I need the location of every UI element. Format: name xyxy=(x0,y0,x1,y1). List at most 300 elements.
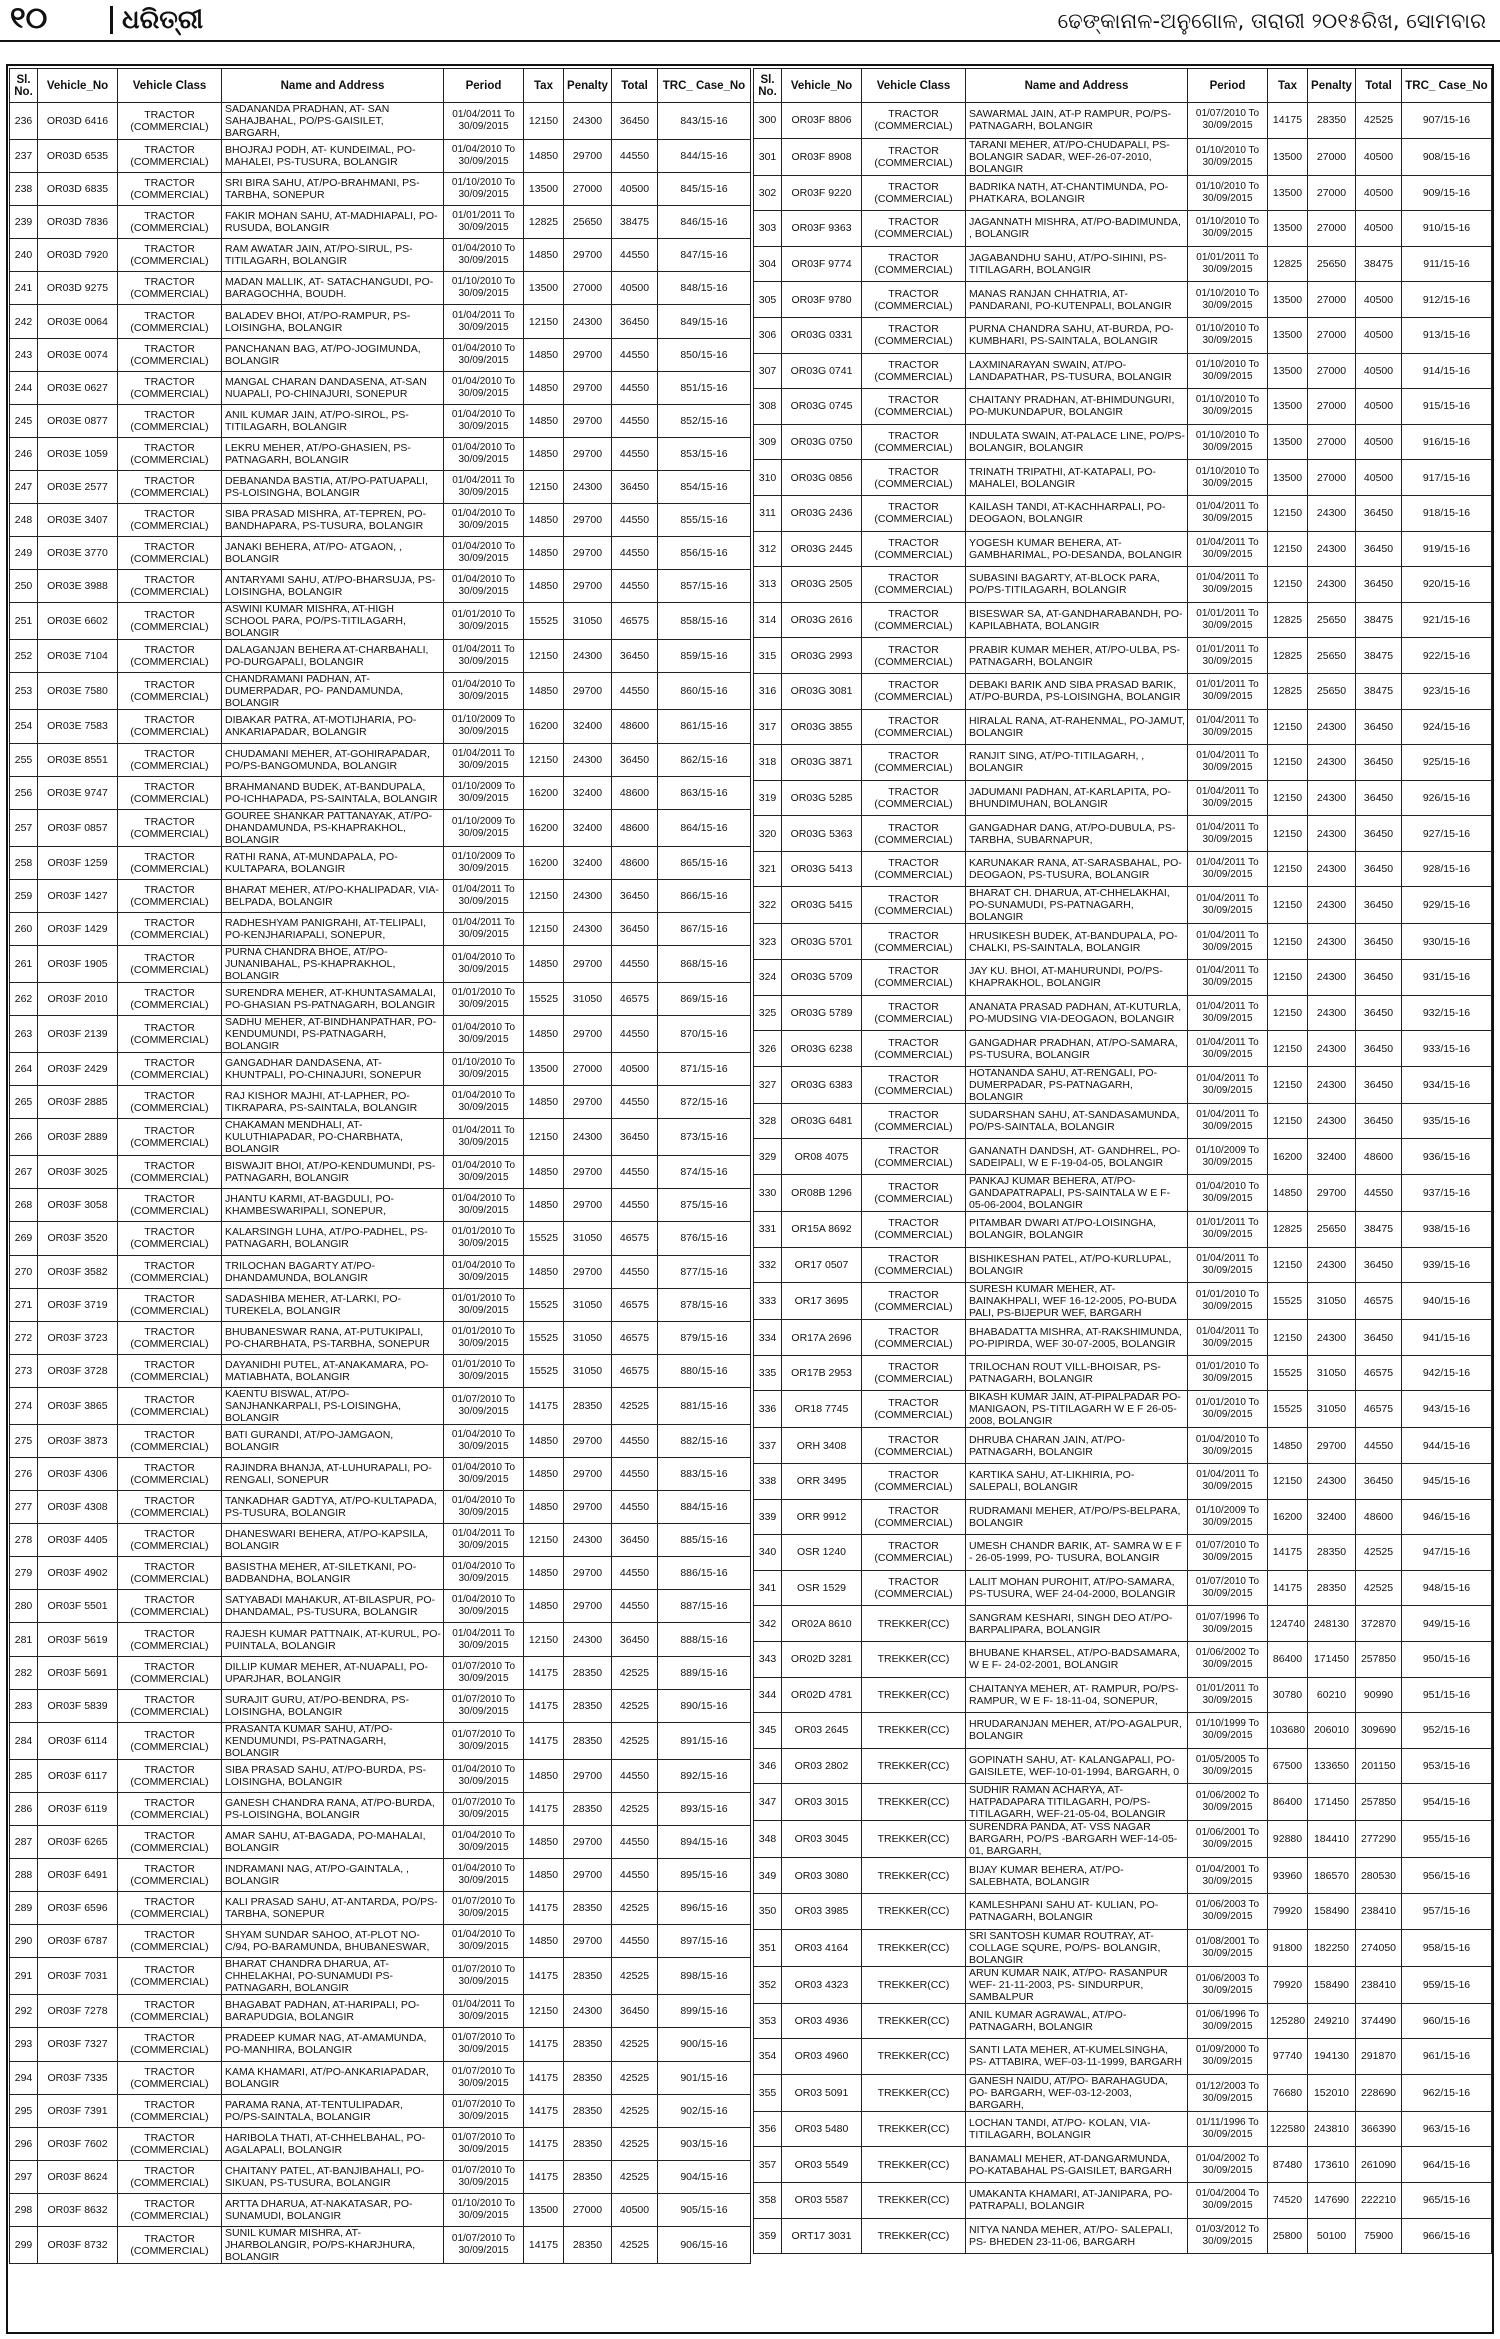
vehicle-no-cell: OR03G 2436 xyxy=(782,495,862,531)
period-cell: 01/10/2009 To 30/09/2015 xyxy=(444,809,524,846)
vehicle-class-cell: TRACTOR (COMMERCIAL) xyxy=(118,2028,222,2061)
trc-case-no-cell: 913/15-16 xyxy=(1402,317,1492,353)
sl-no-cell: 285 xyxy=(10,1759,38,1792)
tax-cell: 91800 xyxy=(1268,1929,1308,1966)
vehicle-class-cell: TRACTOR (COMMERCIAL) xyxy=(862,211,966,247)
penalty-cell: 186570 xyxy=(1308,1858,1356,1894)
sl-no-cell: 299 xyxy=(10,2226,38,2263)
tax-cell: 12150 xyxy=(1268,567,1308,603)
total-cell: 38475 xyxy=(612,206,658,239)
table-row xyxy=(10,1189,751,1222)
table-row xyxy=(754,960,1492,996)
total-cell: 46575 xyxy=(1356,1355,1402,1391)
tax-cell: 87480 xyxy=(1268,2147,1308,2183)
vehicle-no-cell: OR03F 6114 xyxy=(38,1722,118,1759)
period-cell: 01/06/2003 To 30/09/2015 xyxy=(1188,1893,1268,1929)
tax-cell: 15525 xyxy=(1268,1355,1308,1391)
tax-cell: 14850 xyxy=(524,504,564,537)
period-cell: 01/04/2010 To 30/09/2015 xyxy=(444,1424,524,1457)
tax-cell: 14175 xyxy=(1268,1535,1308,1571)
period-cell: 01/04/2011 To 30/09/2015 xyxy=(1188,924,1268,960)
vehicle-class-cell: TRACTOR (COMMERCIAL) xyxy=(118,1189,222,1222)
vehicle-class-cell: TRACTOR (COMMERCIAL) xyxy=(118,1859,222,1892)
period-cell: 01/04/2011 To 30/09/2015 xyxy=(444,640,524,673)
tax-cell: 16200 xyxy=(524,776,564,809)
table-row xyxy=(10,1590,751,1623)
sl-no-cell: 332 xyxy=(754,1247,782,1283)
vehicle-no-cell: OR03F 9220 xyxy=(782,175,862,211)
penalty-cell: 32400 xyxy=(1308,1139,1356,1175)
tax-cell: 12150 xyxy=(524,103,564,140)
name-address-cell: LEKRU MEHER, AT/PO-GHASIEN, PS-PATNAGARH, BOLANGIR xyxy=(222,437,444,470)
sl-no-cell: 321 xyxy=(754,851,782,887)
name-address-cell: TRILOCHAN BAGARTY AT/PO-DHANDAMUNDA, BOLANGIR xyxy=(222,1255,444,1288)
dateline: ଢେଙ୍କାନାଳ-ଅନୁଗୋଳ, ତାରାରୀ ୨୦୧୫ରିଖ, ସୋମବାର xyxy=(1057,9,1486,33)
period-cell: 01/04/2011 To 30/09/2015 xyxy=(444,1119,524,1156)
trc-case-no-cell: 855/15-16 xyxy=(658,504,751,537)
vehicle-class-cell: TREKKER(CC) xyxy=(862,1641,966,1677)
penalty-cell: 28350 xyxy=(1308,1570,1356,1606)
vehicle-no-cell: OR03F 5619 xyxy=(38,1623,118,1656)
table-row xyxy=(10,1825,751,1858)
name-address-cell: KAMA KHAMARI, AT/PO-ANKARIAPADAR, BOLANGIR xyxy=(222,2061,444,2094)
trc-case-no-cell: 846/15-16 xyxy=(658,206,751,239)
total-cell: 257850 xyxy=(1356,1641,1402,1677)
penalty-cell: 24300 xyxy=(1308,780,1356,816)
table-row xyxy=(754,1428,1492,1464)
table-row xyxy=(10,603,751,640)
name-address-cell: DILLIP KUMAR MEHER, AT-NUAPALI, PO-UPARJHAR, BOLANGIR xyxy=(222,1656,444,1689)
total-cell: 46575 xyxy=(612,1354,658,1387)
name-address-cell: KAILASH TANDI, AT-KACHHARPALI, PO-DEOGAON, BOLANGIR xyxy=(966,495,1188,531)
name-address-cell: HARIBOLA THATI, AT-CHHELBAHAL, PO-AGALAPALI, BOLANGIR xyxy=(222,2127,444,2160)
vehicle-no-cell: OR03G 5709 xyxy=(782,960,862,996)
vehicle-class-cell: TRACTOR (COMMERCIAL) xyxy=(118,206,222,239)
trc-case-no-cell: 889/15-16 xyxy=(658,1656,751,1689)
trc-case-no-cell: 890/15-16 xyxy=(658,1689,751,1722)
name-address-cell: RAJ KISHOR MAJHI, AT-LAPHER, PO-TIKRAPARA, PS-SAINTALA, BOLANGIR xyxy=(222,1086,444,1119)
vehicle-no-cell: OR03G 5415 xyxy=(782,887,862,924)
vehicle-class-cell: TRACTOR (COMMERCIAL) xyxy=(118,1722,222,1759)
tax-cell: 12825 xyxy=(1268,638,1308,674)
tax-cell: 76680 xyxy=(1268,2074,1308,2111)
trc-case-no-cell: 858/15-16 xyxy=(658,603,751,640)
period-cell: 01/10/2010 To 30/09/2015 xyxy=(444,272,524,305)
name-address-cell: GANANATH DANDSH, AT- GANDHREL, PO- SADEIPALI, W E F-19-04-05, BOLANGIR xyxy=(966,1139,1188,1175)
name-address-cell: RAJINDRA BHANJA, AT-LUHURAPALI, PO-RENGALI, SONEPUR xyxy=(222,1458,444,1491)
table-row xyxy=(10,1255,751,1288)
tax-cell: 14850 xyxy=(524,1759,564,1792)
total-cell: 36450 xyxy=(1356,495,1402,531)
tax-cell: 12150 xyxy=(524,640,564,673)
penalty-cell: 147690 xyxy=(1308,2182,1356,2218)
trc-case-no-cell: 844/15-16 xyxy=(658,140,751,173)
total-cell: 36450 xyxy=(1356,1031,1402,1067)
vehicle-no-cell: OR03 4323 xyxy=(782,1966,862,2003)
trc-case-no-cell: 864/15-16 xyxy=(658,809,751,846)
vehicle-class-cell: TRACTOR (COMMERCIAL) xyxy=(862,175,966,211)
table-row xyxy=(10,1387,751,1424)
vehicle-no-cell: OR03F 3873 xyxy=(38,1424,118,1457)
penalty-cell: 158490 xyxy=(1308,1893,1356,1929)
trc-case-no-cell: 871/15-16 xyxy=(658,1053,751,1086)
period-cell: 01/10/2010 To 30/09/2015 xyxy=(1188,317,1268,353)
tax-cell: 14850 xyxy=(524,1491,564,1524)
period-cell: 01/04/2011 To 30/09/2015 xyxy=(1188,567,1268,603)
tax-cell: 12150 xyxy=(1268,924,1308,960)
total-cell: 42525 xyxy=(612,2127,658,2160)
vehicle-no-cell: OR03E 1059 xyxy=(38,437,118,470)
tax-cell: 122580 xyxy=(1268,2111,1308,2147)
period-cell: 01/04/2011 To 30/09/2015 xyxy=(1188,851,1268,887)
period-cell: 01/07/2010 To 30/09/2015 xyxy=(444,1656,524,1689)
name-address-cell: SUDARSHAN SAHU, AT-SANDASAMUNDA, PO/PS-SAINTALA, BOLANGIR xyxy=(966,1103,1188,1139)
trc-case-no-cell: 880/15-16 xyxy=(658,1354,751,1387)
trc-case-no-cell: 878/15-16 xyxy=(658,1288,751,1321)
vehicle-no-cell: OR03F 9363 xyxy=(782,211,862,247)
penalty-cell: 29700 xyxy=(564,570,612,603)
table-row xyxy=(754,887,1492,924)
name-address-cell: CHUDAMANI MEHER, AT-GOHIRAPADAR, PO/PS-BANGOMUNDA, BOLANGIR xyxy=(222,743,444,776)
name-address-cell: PRABIR KUMAR MEHER, AT/PO-ULBA, PS-PATNAGARH, BOLANGIR xyxy=(966,638,1188,674)
vehicle-class-cell: TRACTOR (COMMERCIAL) xyxy=(862,1247,966,1283)
sl-no-cell: 343 xyxy=(754,1641,782,1677)
table-row xyxy=(10,504,751,537)
table-row xyxy=(10,1053,751,1086)
total-cell: 46575 xyxy=(612,603,658,640)
name-address-cell: SADANANDA PRADHAN, AT- SAN SAHAJBAHAL, PO/PS-GAISILET, BARGARH, xyxy=(222,103,444,140)
table-row xyxy=(754,1283,1492,1320)
table-row xyxy=(10,1354,751,1387)
total-cell: 44550 xyxy=(612,1925,658,1958)
trc-case-no-cell: 948/15-16 xyxy=(1402,1570,1492,1606)
table-row xyxy=(10,2028,751,2061)
period-cell: 01/10/2010 To 30/09/2015 xyxy=(1188,282,1268,318)
sl-no-cell: 307 xyxy=(754,353,782,389)
sl-no-cell: 305 xyxy=(754,282,782,318)
name-address-cell: BHAGABAT PADHAN, AT-HARIPALI, PO-BARAPUDGIA, BOLANGIR xyxy=(222,1995,444,2028)
table-body xyxy=(10,103,751,2264)
penalty-cell: 29700 xyxy=(564,1016,612,1053)
period-cell: 01/10/2009 To 30/09/2015 xyxy=(1188,1499,1268,1535)
sl-no-cell: 249 xyxy=(10,537,38,570)
table-row xyxy=(754,1893,1492,1929)
tax-cell: 13500 xyxy=(1268,138,1308,175)
vehicle-class-cell: TRACTOR (COMMERCIAL) xyxy=(118,173,222,206)
sl-no-cell: 270 xyxy=(10,1255,38,1288)
vehicle-no-cell: OR03F 3719 xyxy=(38,1288,118,1321)
penalty-cell: 29700 xyxy=(564,1925,612,1958)
sl-no-cell: 275 xyxy=(10,1424,38,1457)
vehicle-no-cell: OR03G 0745 xyxy=(782,389,862,425)
total-cell: 44550 xyxy=(1356,1175,1402,1212)
vehicle-class-cell: TRACTOR (COMMERCIAL) xyxy=(862,1283,966,1320)
name-address-cell: GOUREE SHANKAR PATTANAYAK, AT/PO-DHANDAMUNDA, PS-KHAPRAKHOL, BOLANGIR xyxy=(222,809,444,846)
trc-case-no-cell: 883/15-16 xyxy=(658,1458,751,1491)
vehicle-class-cell: TREKKER(CC) xyxy=(862,1784,966,1821)
table-row xyxy=(754,2074,1492,2111)
tax-cell: 14850 xyxy=(524,404,564,437)
period-cell: 01/04/2011 To 30/09/2015 xyxy=(444,743,524,776)
penalty-cell: 28350 xyxy=(564,2061,612,2094)
trc-case-no-cell: 958/15-16 xyxy=(1402,1929,1492,1966)
vehicle-no-cell: OR03G 0741 xyxy=(782,353,862,389)
table-row xyxy=(754,2182,1492,2218)
sl-no-cell: 357 xyxy=(754,2147,782,2183)
total-cell: 44550 xyxy=(612,570,658,603)
table-row xyxy=(10,2160,751,2193)
penalty-cell: 28350 xyxy=(1308,1535,1356,1571)
trc-case-no-cell: 891/15-16 xyxy=(658,1722,751,1759)
trc-case-no-cell: 961/15-16 xyxy=(1402,2039,1492,2075)
trc-case-no-cell: 851/15-16 xyxy=(658,371,751,404)
sl-no-cell: 336 xyxy=(754,1391,782,1428)
tax-cell: 15525 xyxy=(524,1354,564,1387)
period-cell: 01/04/2010 To 30/09/2015 xyxy=(444,537,524,570)
total-cell: 42525 xyxy=(612,1792,658,1825)
vehicle-class-cell: TRACTOR (COMMERCIAL) xyxy=(118,437,222,470)
table-row xyxy=(754,2218,1492,2254)
vehicle-no-cell: OR03G 0331 xyxy=(782,317,862,353)
trc-case-no-cell: 884/15-16 xyxy=(658,1491,751,1524)
tax-cell: 14175 xyxy=(524,1689,564,1722)
total-cell: 36450 xyxy=(1356,924,1402,960)
vehicle-no-header: Vehicle_No xyxy=(782,69,862,103)
trc-case-no-cell: 964/15-16 xyxy=(1402,2147,1492,2183)
sl-no-cell: 279 xyxy=(10,1557,38,1590)
table-row xyxy=(754,138,1492,175)
sl-no-cell: 303 xyxy=(754,211,782,247)
vehicle-class-cell: TREKKER(CC) xyxy=(862,2111,966,2147)
vehicle-no-cell: OR03F 8806 xyxy=(782,103,862,139)
vehicle-class-cell: TRACTOR (COMMERCIAL) xyxy=(862,1212,966,1248)
total-cell: 44550 xyxy=(612,1491,658,1524)
total-cell: 291870 xyxy=(1356,2039,1402,2075)
name-address-cell: PRADEEP KUMAR NAG, AT-AMAMUNDA, PO-MANHIRA, BOLANGIR xyxy=(222,2028,444,2061)
period-cell: 01/07/2010 To 30/09/2015 xyxy=(444,1958,524,1995)
tax-cell: 25800 xyxy=(1268,2218,1308,2254)
table-row xyxy=(754,1103,1492,1139)
sl-no-cell: 289 xyxy=(10,1892,38,1925)
sl-no-cell: 274 xyxy=(10,1387,38,1424)
total-cell: 36450 xyxy=(612,912,658,945)
penalty-cell: 31050 xyxy=(1308,1391,1356,1428)
period-cell: 01/04/2010 To 30/09/2015 xyxy=(444,1255,524,1288)
vehicle-class-cell: TRACTOR (COMMERCIAL) xyxy=(118,470,222,503)
period-cell: 01/04/2011 To 30/09/2015 xyxy=(1188,780,1268,816)
penalty-cell: 27000 xyxy=(1308,424,1356,460)
name-address-cell: SADHU MEHER, AT-BINDHANPATHAR, PO-KENDUMUNDI, PS-PATNAGARH, BOLANGIR xyxy=(222,1016,444,1053)
tax-cell: 12150 xyxy=(1268,960,1308,996)
name-address-cell: LOCHAN TANDI, AT/PO- KOLAN, VIA-TITILAGARH, BOLANGIR xyxy=(966,2111,1188,2147)
vehicle-class-header: Vehicle Class xyxy=(862,69,966,103)
sl-no-cell: 251 xyxy=(10,603,38,640)
vehicle-no-cell: OR03 4164 xyxy=(782,1929,862,1966)
period-cell: 01/01/2010 To 30/09/2015 xyxy=(1188,1283,1268,1320)
period-cell: 01/04/2010 To 30/09/2015 xyxy=(444,570,524,603)
name-address-cell: HRUDARANJAN MEHER, AT/PO-AGALPUR, BOLANGIR xyxy=(966,1713,1188,1749)
tax-cell: 12825 xyxy=(1268,1212,1308,1248)
total-cell: 36450 xyxy=(612,1623,658,1656)
tax-cell: 14850 xyxy=(524,1557,564,1590)
vehicle-no-cell: OR03F 7278 xyxy=(38,1995,118,2028)
period-cell: 01/07/2010 To 30/09/2015 xyxy=(444,2094,524,2127)
sl-no-cell: 322 xyxy=(754,887,782,924)
trc-case-no-cell: 902/15-16 xyxy=(658,2094,751,2127)
penalty-cell: 31050 xyxy=(564,1288,612,1321)
penalty-cell: 25650 xyxy=(1308,1212,1356,1248)
total-cell: 42525 xyxy=(612,2160,658,2193)
penalty-cell: 29700 xyxy=(564,537,612,570)
sl-no-cell: 260 xyxy=(10,912,38,945)
penalty-cell: 29700 xyxy=(564,1859,612,1892)
total-cell: 42525 xyxy=(1356,103,1402,139)
vehicle-class-cell: TRACTOR (COMMERCIAL) xyxy=(862,851,966,887)
name-address-cell: SAWARMAL JAIN, AT-P RAMPUR, PO/PS-PATNAGARH, BOLANGIR xyxy=(966,103,1188,139)
total-cell: 36450 xyxy=(1356,995,1402,1031)
table-row xyxy=(754,246,1492,282)
trc-case-no-cell: 898/15-16 xyxy=(658,1958,751,1995)
vehicle-no-cell: OR03G 2616 xyxy=(782,602,862,638)
penalty-cell: 24300 xyxy=(1308,1247,1356,1283)
vehicle-class-cell: TRACTOR (COMMERCIAL) xyxy=(118,776,222,809)
tax-header: Tax xyxy=(524,69,564,103)
name-address-cell: SUNIL KUMAR MISHRA, AT-JHARBOLANGIR, PO/PS-KHARJHURA, BOLANGIR xyxy=(222,2226,444,2263)
table-row xyxy=(10,140,751,173)
tax-cell: 12150 xyxy=(1268,1464,1308,1500)
sl-no-cell: 239 xyxy=(10,206,38,239)
sl-no-cell: 253 xyxy=(10,673,38,710)
sl-no-cell: 241 xyxy=(10,272,38,305)
name-address-cell: BATI GURANDI, AT/PO-JAMGAON, BOLANGIR xyxy=(222,1424,444,1457)
name-address-cell: DEBAKI BARIK AND SIBA PRASAD BARIK, AT/PO-BURDA, PS-LOISINGHA, BOLANGIR xyxy=(966,673,1188,709)
sl-no-cell: 342 xyxy=(754,1606,782,1642)
table-row xyxy=(10,1656,751,1689)
tax-cell: 13500 xyxy=(1268,282,1308,318)
sl-no-cell: 338 xyxy=(754,1464,782,1500)
total-cell: 36450 xyxy=(612,879,658,912)
total-cell: 44550 xyxy=(612,1859,658,1892)
table-row xyxy=(10,809,751,846)
penalty-cell: 24300 xyxy=(1308,995,1356,1031)
total-cell: 44550 xyxy=(612,1590,658,1623)
name-address-cell: SIBA PRASAD MISHRA, AT-TEPREN, PO-BANDHAPARA, PS-TUSURA, BOLANGIR xyxy=(222,504,444,537)
penalty-cell: 27000 xyxy=(564,173,612,206)
period-cell: 01/10/2009 To 30/09/2015 xyxy=(444,846,524,879)
table-row xyxy=(10,776,751,809)
vehicle-no-cell: OR03F 6596 xyxy=(38,1892,118,1925)
sl-no-cell: 313 xyxy=(754,567,782,603)
sl-no-cell: 340 xyxy=(754,1535,782,1571)
trc-case-no-cell: 919/15-16 xyxy=(1402,531,1492,567)
name-address-cell: SURENDRA MEHER, AT-KHUNTASAMALAI, PO-GHASIAN PS-PATNAGARH, BOLANGIR xyxy=(222,982,444,1015)
tax-cell: 14850 xyxy=(524,1859,564,1892)
period-cell: 01/04/2010 To 30/09/2015 xyxy=(444,1491,524,1524)
vehicle-class-cell: TRACTOR (COMMERCIAL) xyxy=(862,531,966,567)
table-row xyxy=(754,1821,1492,1858)
vehicle-no-cell: ORH 3408 xyxy=(782,1428,862,1464)
penalty-cell: 182250 xyxy=(1308,1929,1356,1966)
tax-cell: 13500 xyxy=(1268,460,1308,496)
total-cell: 48600 xyxy=(612,846,658,879)
vehicle-no-cell: OR03D 7920 xyxy=(38,239,118,272)
sl-no-cell: 267 xyxy=(10,1156,38,1189)
vehicle-no-cell: OR03F 2010 xyxy=(38,982,118,1015)
tax-cell: 12150 xyxy=(524,1119,564,1156)
period-cell: 01/01/2011 To 30/09/2015 xyxy=(1188,673,1268,709)
vehicle-no-cell: OR03D 9275 xyxy=(38,272,118,305)
table-row xyxy=(754,2111,1492,2147)
period-cell: 01/09/2000 To 30/09/2015 xyxy=(1188,2039,1268,2075)
tax-cell: 15525 xyxy=(524,1222,564,1255)
trc-case-no-cell: 937/15-16 xyxy=(1402,1175,1492,1212)
period-cell: 01/04/2010 To 30/09/2015 xyxy=(1188,1175,1268,1212)
name-address-cell: YOGESH KUMAR BEHERA, AT-GAMBHARIMAL, PO-DESANDA, BOLANGIR xyxy=(966,531,1188,567)
sl-no-cell: 355 xyxy=(754,2074,782,2111)
sl-no-cell: 261 xyxy=(10,945,38,982)
name-address-cell: DHRUBA CHARAN JAIN, AT/PO-PATNAGARH, BOLANGIR xyxy=(966,1428,1188,1464)
penalty-cell: 243810 xyxy=(1308,2111,1356,2147)
total-cell: 44550 xyxy=(612,1016,658,1053)
trc-case-no-cell: 910/15-16 xyxy=(1402,211,1492,247)
trc-case-no-cell: 952/15-16 xyxy=(1402,1713,1492,1749)
vehicle-no-cell: OR03 4936 xyxy=(782,2003,862,2039)
vehicle-no-cell: OR03G 2993 xyxy=(782,638,862,674)
total-cell: 222210 xyxy=(1356,2182,1402,2218)
tax-cell: 14850 xyxy=(524,1086,564,1119)
defaulter-table-right xyxy=(753,68,1492,2254)
vehicle-no-cell: OR03F 5501 xyxy=(38,1590,118,1623)
penalty-cell: 27000 xyxy=(1308,317,1356,353)
trc-case-no-cell: 930/15-16 xyxy=(1402,924,1492,960)
sl-no-cell: 277 xyxy=(10,1491,38,1524)
table-row xyxy=(754,1066,1492,1103)
trc-case-no-cell: 951/15-16 xyxy=(1402,1677,1492,1713)
penalty-cell: 24300 xyxy=(1308,1464,1356,1500)
name-address-cell: SANGRAM KESHARI, SINGH DEO AT/PO- BARPALIPARA, BOLANGIR xyxy=(966,1606,1188,1642)
total-cell: 48600 xyxy=(612,809,658,846)
penalty-cell: 29700 xyxy=(564,338,612,371)
sl-no-cell: 281 xyxy=(10,1623,38,1656)
penalty-cell: 158490 xyxy=(1308,1966,1356,2003)
period-cell: 01/04/2011 To 30/09/2015 xyxy=(1188,1103,1268,1139)
name-address-cell: CHAKAMAN MENDHALI, AT-KULUTHIAPADAR, PO-CHARBHATA, BOLANGIR xyxy=(222,1119,444,1156)
total-header: Total xyxy=(612,69,658,103)
sl-no-cell: 349 xyxy=(754,1858,782,1894)
total-cell: 257850 xyxy=(1356,1784,1402,1821)
penalty-cell: 25650 xyxy=(1308,673,1356,709)
vehicle-class-header: Vehicle Class xyxy=(118,69,222,103)
total-cell: 42525 xyxy=(612,2094,658,2127)
name-address-cell: MADAN MALLIK, AT- SATACHANGUDI, PO- BARAGOCHHA, BOUDH. xyxy=(222,272,444,305)
table-row xyxy=(10,239,751,272)
vehicle-no-cell: ORR 9912 xyxy=(782,1499,862,1535)
name-address-cell: ANANATA PRASAD PADHAN, AT-KUTURLA, PO-MUDSING VIA-DEOGAON, BOLANGIR xyxy=(966,995,1188,1031)
table-row xyxy=(10,1958,751,1995)
name-address-cell: BANAMALI MEHER, AT-DANGARMUNDA, PO-KATABAHAL PS-GAISILET, BARGARH xyxy=(966,2147,1188,2183)
sl-no-cell: 255 xyxy=(10,743,38,776)
tax-cell: 14175 xyxy=(1268,103,1308,139)
name-address-cell: BHOJRAJ PODH, AT- KUNDEIMAL, PO-MAHALEI, PS-TUSURA, BOLANGIR xyxy=(222,140,444,173)
table-row xyxy=(10,1491,751,1524)
table-row xyxy=(754,1320,1492,1356)
total-cell: 36450 xyxy=(1356,960,1402,996)
table-row xyxy=(10,1156,751,1189)
vehicle-class-cell: TRACTOR (COMMERCIAL) xyxy=(118,1016,222,1053)
period-cell: 01/04/2010 To 30/09/2015 xyxy=(444,437,524,470)
trc-case-no-cell: 915/15-16 xyxy=(1402,389,1492,425)
vehicle-no-cell: OR02D 3281 xyxy=(782,1641,862,1677)
